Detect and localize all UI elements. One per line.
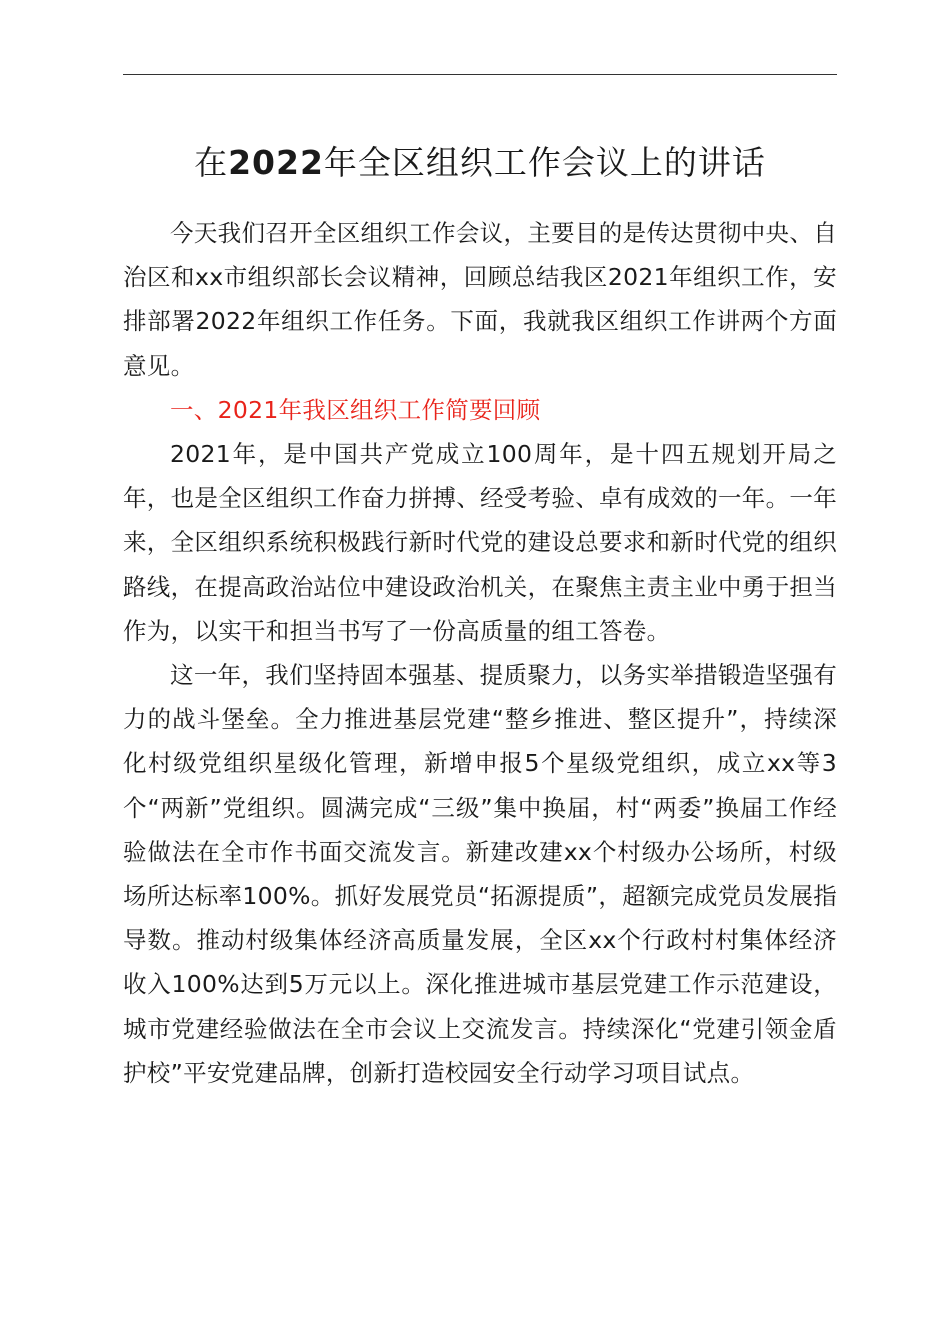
title-suffix: 年全区组织工作会议上的讲话 (323, 143, 766, 182)
document-title (123, 136, 837, 190)
title-year: 2022 (228, 143, 324, 182)
document-body (123, 211, 837, 1095)
review-paragraph: 2021年，是中国共产党成立100周年，是十四五规划开局之年，也是全区组织工作奋力拼搏、经受考验、卓有成效的一年。一年来，全区组织系统积极践行新时代党的建设总要求和新时代党的组织路线，在提高政治站位中建设政治机关，在聚焦主责主业中勇于担当作为，以实干和担当书写了一份高质量的组工答卷。 (123, 440, 837, 645)
header-rule (123, 74, 837, 75)
section-heading: 一、2021年我区组织工作简要回顾 (170, 395, 541, 424)
achievements-paragraph: 这一年，我们坚持固本强基、提质聚力，以务实举措锻造坚强有力的战斗堡垒。全力推进基层党建“整乡推进、整区提升”，持续深化村级党组织星级化管理，新增申报5个星级党组织，成立xx等3个“两新”党组织。圆满完成“三级”集中换届，村“两委”换届工作经验做法在全市作书面交流发言。新建改建xx个村级办公场所，村级场所达标率100%。抓好发展党员“拓源提质”，超额完成党员发展指导数。推动村级集体经济高质量发展，全区xx个行政村村集体经济收入100%达到5万元以上。深化推进城市基层党建工作示范建设，城市党建经验做法在全市会议上交流发言。持续深化“党建引领金盾护校”平安党建品牌，创新打造校园安全行动学习项目试点。 (123, 661, 837, 1087)
title-prefix: 在 (194, 143, 229, 182)
intro-paragraph: 今天我们召开全区组织工作会议，主要目的是传达贯彻中央、自治区和xx市组织部长会议精神，回顾总结我区2021年组织工作，安排部署2022年组织工作任务。下面，我就我区组织工作讲两个方面意见。 (123, 219, 837, 380)
